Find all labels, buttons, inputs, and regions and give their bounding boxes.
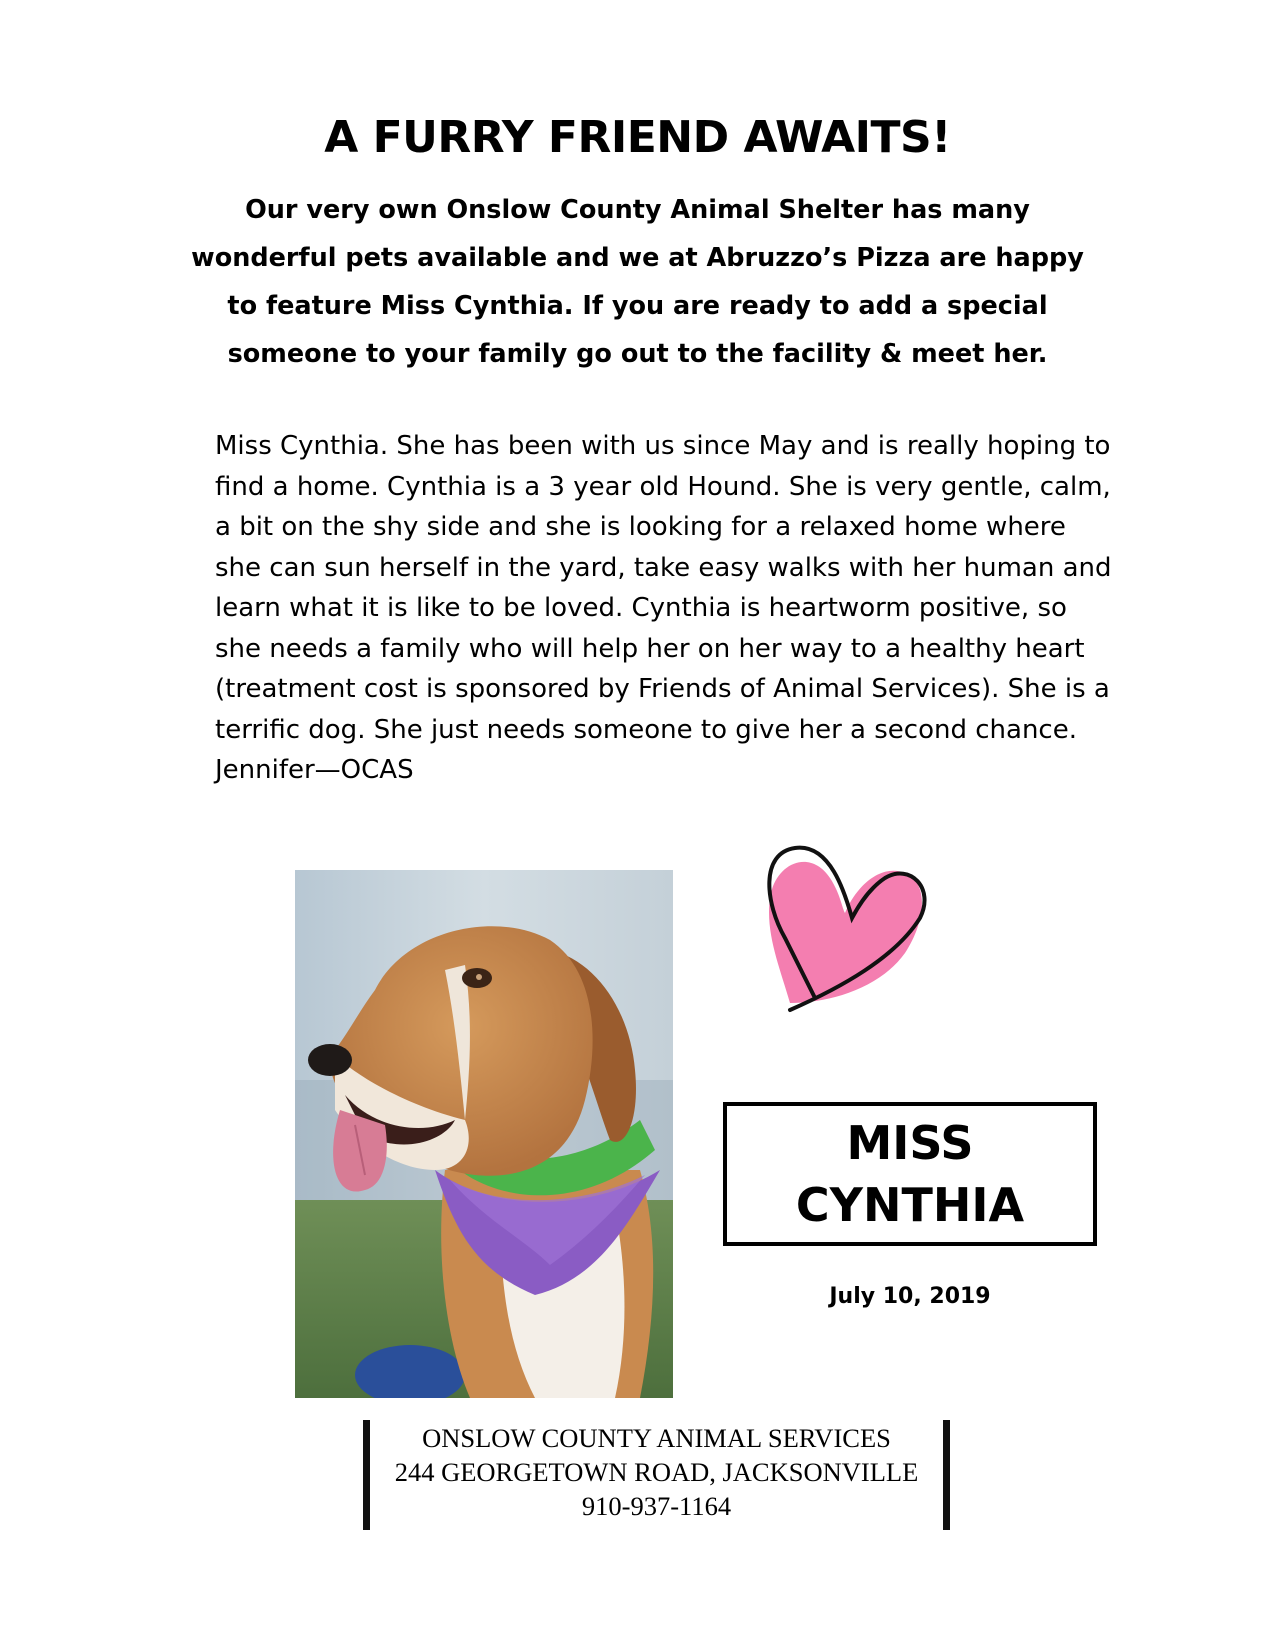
page-title: A FURRY FRIEND AWAITS! (324, 112, 951, 163)
heart-icon (760, 838, 930, 1020)
address-line-phone: 910-937-1164 (581, 1491, 732, 1521)
dog-photo (295, 870, 673, 1398)
name-line-1: MISS (846, 1116, 974, 1170)
story-paragraph: Miss Cynthia. She has been with us since May and is really hoping to find a home. Cynthia is a 3 year old Hound. She is very gentle, calm, a bit on the shy side and she is looking for a relaxed home where she can sun herself in the yard, take easy walks with her human and learn what it is like to be loved. Cynthia is heartworm positive, so she needs a family who will help her on her way to a healthy heart (treatment cost is sponsored by Friends of Animal Services). She is a terrific dog. She just needs someone to give her a second chance. Jennifer—OCAS (215, 431, 1112, 785)
intro-paragraph: Our very own Onslow County Animal Shelter has many wonderful pets available and we at Abruzzo’s Pizza are happy to feature Miss Cynthia. If you are ready to add a special someone to your family go out to the facility & meet her. (191, 195, 1084, 369)
address-line-street: 244 GEORGETOWN ROAD, JACKSONVILLE (394, 1457, 919, 1487)
address-block (363, 1420, 950, 1530)
address-line-org: ONSLOW COUNTY ANIMAL SERVICES (422, 1423, 891, 1453)
date-label: July 10, 2019 (829, 1284, 991, 1309)
name-box (723, 1102, 1097, 1246)
name-line-2: CYNTHIA (795, 1178, 1025, 1232)
